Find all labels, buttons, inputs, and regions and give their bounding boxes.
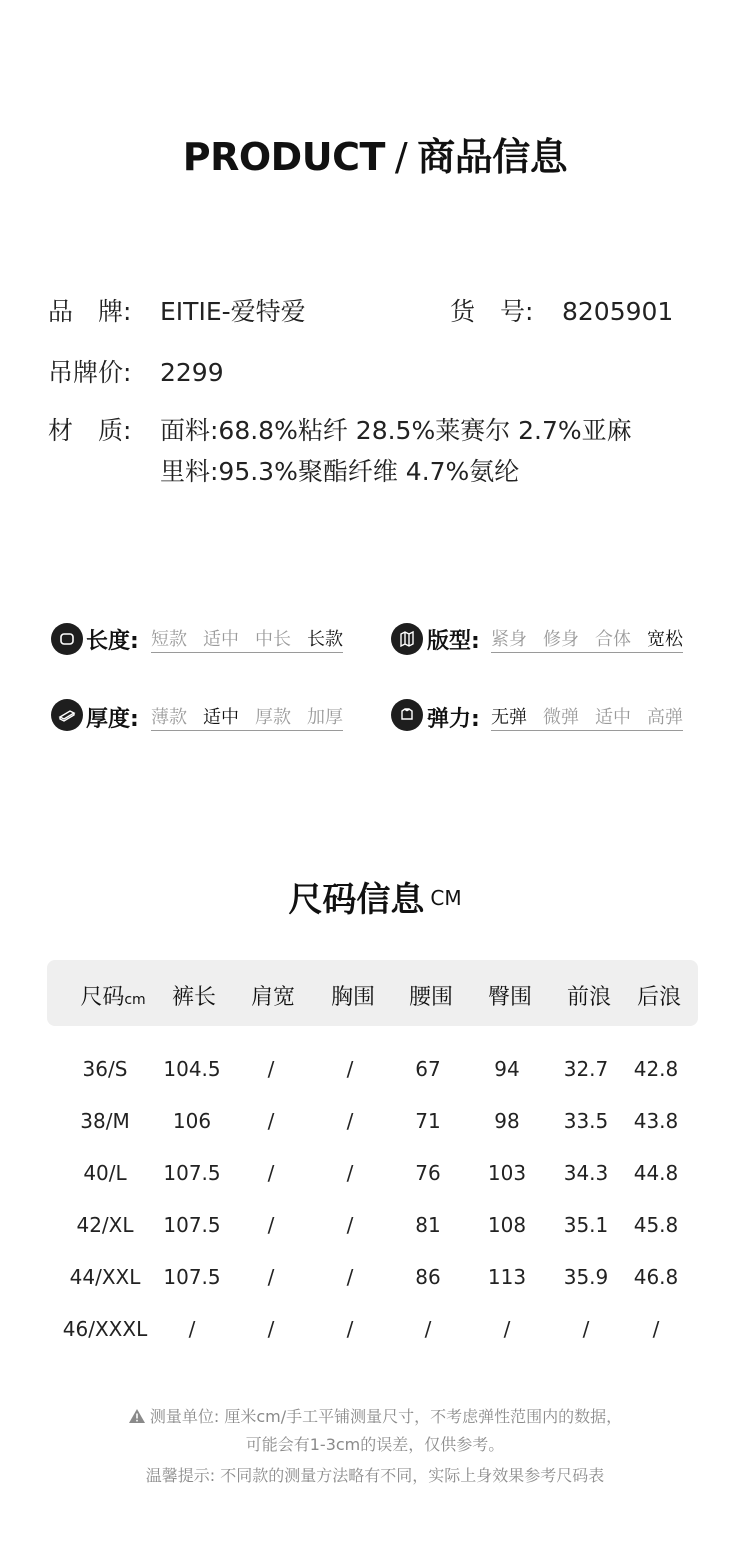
measurement-cell: / (346, 1265, 354, 1289)
thickness-option-selected: 适中 (203, 707, 239, 728)
length-option: 短款 (151, 629, 187, 650)
measurement-cell: / (346, 1317, 354, 1341)
elasticity-option: 高弹 (647, 707, 683, 728)
measurement-cell: / (346, 1213, 354, 1237)
measurement-cell: 71 (415, 1109, 441, 1133)
header-back-rise: 后浪 (636, 985, 682, 1010)
note-line1: 测量单位: 厘米cm/手工平铺测量尺寸，不考虑弹性范围内的数据， (149, 1407, 623, 1426)
measurement-cell: 67 (415, 1057, 441, 1081)
size-section-title (0, 872, 750, 921)
length-option-selected: 长款 (307, 629, 343, 650)
price-label: 吊牌价: (48, 358, 132, 387)
thickness-option: 加厚 (307, 707, 343, 728)
header-hip: 臀围 (487, 985, 533, 1010)
measurement-cell: / (188, 1317, 196, 1341)
size-title-text: 尺码信息 (288, 880, 425, 920)
thickness-option: 薄款 (151, 707, 187, 728)
measurement-cell: 32.7 (563, 1057, 609, 1081)
brand-value: EITIE-爱特爱 (160, 297, 306, 326)
length-option: 适中 (203, 629, 239, 650)
header-pants-length: 裤长 (171, 985, 217, 1010)
measurement-cell: 76 (415, 1161, 441, 1185)
measurement-cell: / (267, 1317, 275, 1341)
measurement-cell: / (267, 1265, 275, 1289)
length-option: 中长 (255, 629, 291, 650)
elasticity-icon (391, 699, 423, 731)
measurement-cell: 104.5 (163, 1057, 221, 1081)
measurement-cell: / (267, 1057, 275, 1081)
measurement-cell: 103 (487, 1161, 527, 1185)
thickness-label: 厚度: (86, 707, 139, 732)
thickness-options (151, 703, 343, 731)
elasticity-option: 适中 (595, 707, 631, 728)
measurement-cell: / (346, 1161, 354, 1185)
header-waist: 腰围 (408, 985, 454, 1010)
sku-row (450, 292, 673, 328)
measurement-cell: 43.8 (633, 1109, 679, 1133)
measurement-cell: / (267, 1161, 275, 1185)
elasticity-option-selected: 无弹 (491, 707, 527, 728)
measurement-cell: 107.5 (163, 1213, 221, 1237)
header-front-rise: 前浪 (566, 985, 612, 1010)
page-title (0, 126, 750, 181)
size-cell: 44/XXL (69, 1265, 141, 1289)
measurement-cell: 113 (487, 1265, 527, 1289)
size-cell: 42/XL (76, 1213, 134, 1237)
measurement-cell: 94 (494, 1057, 520, 1081)
material-line2: 里料:95.3%聚酯纤维 4.7%氨纶 (160, 457, 520, 486)
fit-option: 修身 (543, 629, 579, 650)
measurement-cell: 98 (494, 1109, 520, 1133)
measurement-cell: / (346, 1109, 354, 1133)
elasticity-options (491, 703, 683, 731)
measurement-cell: / (424, 1317, 432, 1341)
measurement-cell: 35.1 (563, 1213, 609, 1237)
material-label: 材 质: (48, 416, 132, 445)
measurement-cell: 108 (487, 1213, 527, 1237)
measurement-cell: 45.8 (633, 1213, 679, 1237)
sku-value: 8205901 (562, 297, 674, 326)
measurement-cell: 81 (415, 1213, 441, 1237)
size-cell: 36/S (82, 1057, 128, 1081)
fit-option: 合体 (595, 629, 631, 650)
measurement-cell: / (652, 1317, 660, 1341)
measurement-cell: / (267, 1109, 275, 1133)
fit-label: 版型: (427, 629, 480, 654)
length-icon (51, 623, 83, 655)
measurement-cell: 34.3 (563, 1161, 609, 1185)
length-options (151, 625, 343, 653)
warning-icon (128, 1408, 146, 1424)
material-line1: 面料:68.8%粘纤 28.5%莱赛尔 2.7%亚麻 (160, 416, 632, 445)
sku-label: 货 号: (450, 297, 534, 326)
brand-row (48, 292, 306, 328)
measurement-cell: 44.8 (633, 1161, 679, 1185)
measurement-cell: 86 (415, 1265, 441, 1289)
price-value: 2299 (160, 358, 224, 387)
fit-icon (391, 623, 423, 655)
measurement-cell: / (267, 1213, 275, 1237)
measurement-cell: / (346, 1057, 354, 1081)
note-line1-row (0, 1404, 750, 1427)
size-cell: 40/L (83, 1161, 127, 1185)
header-chest: 胸围 (330, 985, 376, 1010)
elasticity-option: 微弹 (543, 707, 579, 728)
measurement-cell: 107.5 (163, 1161, 221, 1185)
measurement-cell: 35.9 (563, 1265, 609, 1289)
measurement-cell: 106 (172, 1109, 212, 1133)
fit-option: 紧身 (491, 629, 527, 650)
length-label: 长度: (86, 629, 139, 654)
fit-option-selected: 宽松 (647, 629, 683, 650)
fit-options (491, 625, 683, 653)
header-size (80, 980, 145, 1011)
measurement-cell: 46.8 (633, 1265, 679, 1289)
material-row (48, 411, 632, 447)
measurement-cell: 42.8 (633, 1057, 679, 1081)
size-cell: 38/M (80, 1109, 130, 1133)
title-slash: / (394, 135, 408, 179)
title-en: PRODUCT (182, 135, 385, 179)
brand-label: 品 牌: (48, 297, 132, 326)
price-row (48, 353, 224, 389)
note-line3: 温馨提示: 不同款的测量方法略有不同，实际上身效果参考尺码表 (145, 1466, 605, 1485)
measurement-cell: 107.5 (163, 1265, 221, 1289)
header-shoulder: 肩宽 (250, 985, 296, 1010)
thickness-icon (51, 699, 83, 731)
size-title-unit: CM (430, 886, 462, 910)
title-cn: 商品信息 (417, 135, 568, 179)
size-cell: 46/XXXL (62, 1317, 148, 1341)
header-size-text: 尺码 (80, 985, 125, 1010)
header-size-unit: cm (124, 992, 146, 1008)
note-line2: 可能会有1-3cm的误差，仅供参考。 (245, 1435, 505, 1454)
measurement-cell: / (582, 1317, 590, 1341)
thickness-option: 厚款 (255, 707, 291, 728)
measurement-cell: 33.5 (563, 1109, 609, 1133)
measurement-cell: / (503, 1317, 511, 1341)
elasticity-label: 弹力: (427, 707, 480, 732)
